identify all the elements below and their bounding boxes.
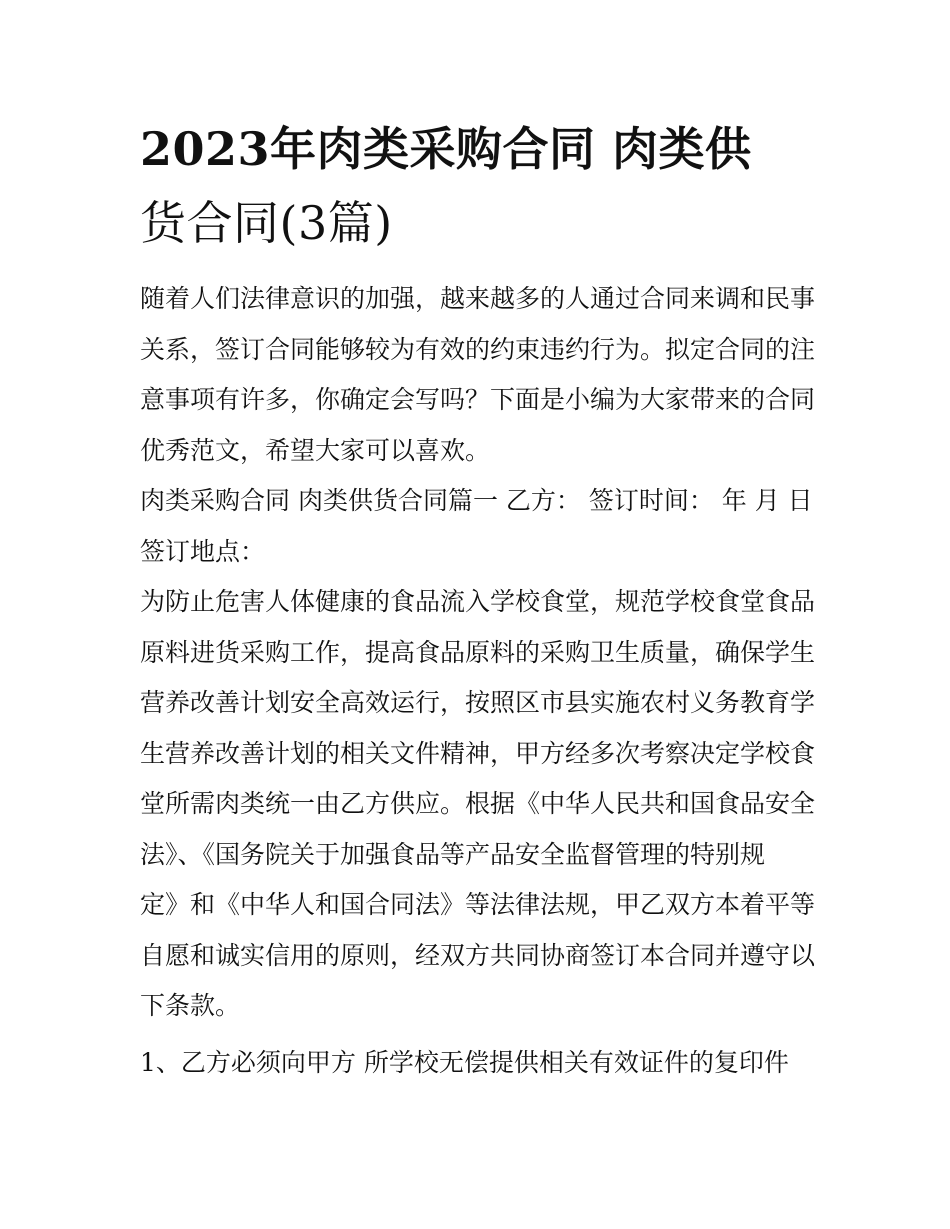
document-page xyxy=(140,112,820,1088)
preamble-line: 堂所需肉类统一由乙方供应。根据《中华人民共和国食品安全 xyxy=(140,789,816,818)
preamble-line: 为防止危害人体健康的食品流入学校食堂，规范学校食堂食品 xyxy=(140,587,816,616)
point-1-line: 1、乙方必须向甲方 所学校无偿提供相关有效证件的复印件 xyxy=(140,1047,789,1077)
section-heading xyxy=(140,476,820,577)
section-heading-line: 签订地点： xyxy=(140,536,266,566)
preamble-line: 生营养改善计划的相关文件精神，甲方经多次考察决定学校食 xyxy=(140,738,816,768)
preamble-line: 原料进货采购工作，提高食品原料的采购卫生质量，确保学生 xyxy=(140,637,816,667)
contract-preamble xyxy=(140,577,820,1032)
contract-point-1 xyxy=(140,1038,820,1089)
title-line-1 xyxy=(140,112,780,186)
intro-line: 意事项有许多，你确定会写吗？下面是小编为大家带来的合同 xyxy=(140,385,816,414)
intro-line: 关系，签订合同能够较为有效的约束违约行为。拟定合同的注 xyxy=(140,334,816,364)
title-line-1-text: 2023年肉类采购合同 肉类供 xyxy=(140,122,752,176)
preamble-line: 营养改善计划安全高效运行，按照区市县实施农村义务教育学 xyxy=(140,688,816,717)
document-title xyxy=(140,112,780,260)
section-heading-line: 肉类采购合同 肉类供货合同篇一 乙方： 签订时间： 年 月 日 xyxy=(140,486,813,515)
preamble-line: 定》和《中华人和国合同法》等法律法规，甲乙双方本着平等 xyxy=(140,890,816,919)
intro-line: 随着人们法律意识的加强，越来越多的人通过合同来调和民事 xyxy=(140,284,816,313)
preamble-line: 自愿和诚实信用的原则，经双方共同协商签订本合同并遵守以 xyxy=(140,940,816,970)
intro-paragraph xyxy=(140,274,820,476)
intro-line: 优秀范文，希望大家可以喜欢。 xyxy=(140,435,491,465)
preamble-line: 下条款。 xyxy=(140,991,241,1020)
preamble-line: 法》、《国务院关于加强食品等产品安全监督管理的特别规 xyxy=(140,839,766,869)
title-line-2: 货合同(3篇) xyxy=(140,196,393,250)
